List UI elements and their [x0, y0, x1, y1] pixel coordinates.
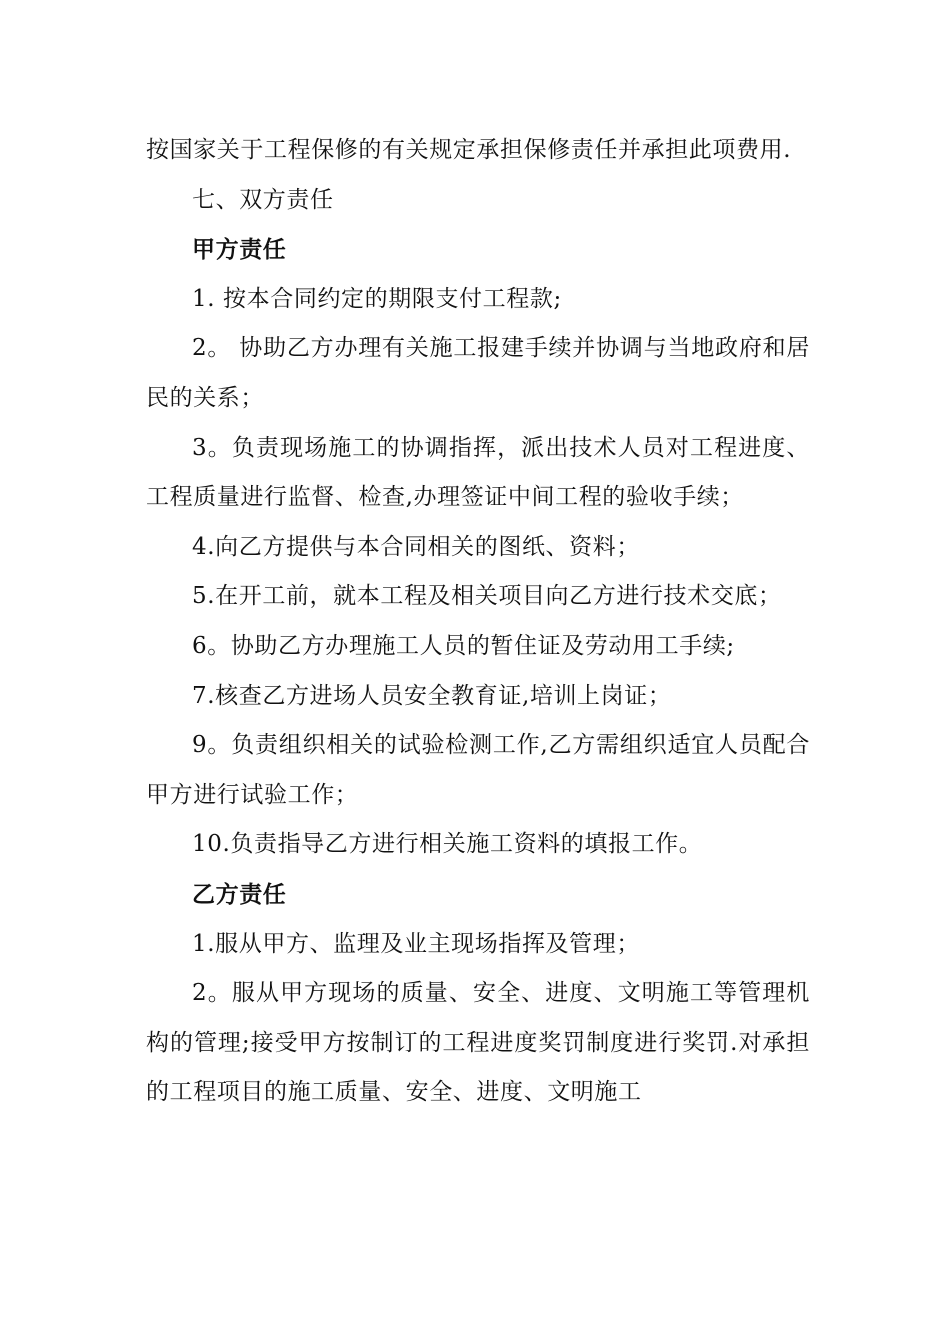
party-a-item-10: 10.负责指导乙方进行相关施工资料的填报工作。 [192, 831, 703, 858]
subheading-party-a-responsibilities: 甲方责任 [192, 236, 287, 264]
party-b-item-1: 1.服从甲方、监理及业主现场指挥及管理； [192, 930, 640, 957]
party-a-item-1: 1. 按本合同约定的期限支付工程款; [192, 285, 562, 312]
paragraph-warranty-cost: 按国家关于工程保修的有关规定承担保修责任并承担此项费用. [146, 137, 792, 163]
party-a-item-5: 5.在开工前，就本工程及相关项目向乙方进行技术交底； [192, 583, 782, 610]
party-a-item-2: 2。 协助乙方办理有关施工报建手续并协调与当地政府和居民的关系； [146, 335, 810, 411]
party-a-item-7: 7.核查乙方进场人员安全教育证,培训上岗证； [192, 682, 672, 709]
party-a-item-3: 3。负责现场施工的协调指挥，派出技术人员对工程进度、工程质量进行监督、检查,办理签证中间工程的验收手续； [146, 434, 810, 511]
party-a-item-4: 4.向乙方提供与本合同相关的图纸、资料； [192, 533, 640, 560]
party-b-item-2: 2。服从甲方现场的质量、安全、进度、文明施工等管理机构的管理;接受甲方按制订的工程进度奖罚制度进行奖罚.对承担的工程项目的施工质量、安全、进度、文明施工 [146, 980, 810, 1106]
section-heading-mutual-responsibilities: 七、双方责任 [192, 186, 334, 213]
party-a-item-9: 9。负责组织相关的试验检测工作,乙方需组织适宜人员配合甲方进行试验工作； [146, 732, 810, 808]
subheading-party-b-responsibilities: 乙方责任 [192, 880, 287, 908]
party-a-item-6: 6。协助乙方办理施工人员的暂住证及劳动用工手续; [192, 632, 735, 659]
document-body [146, 126, 810, 1118]
